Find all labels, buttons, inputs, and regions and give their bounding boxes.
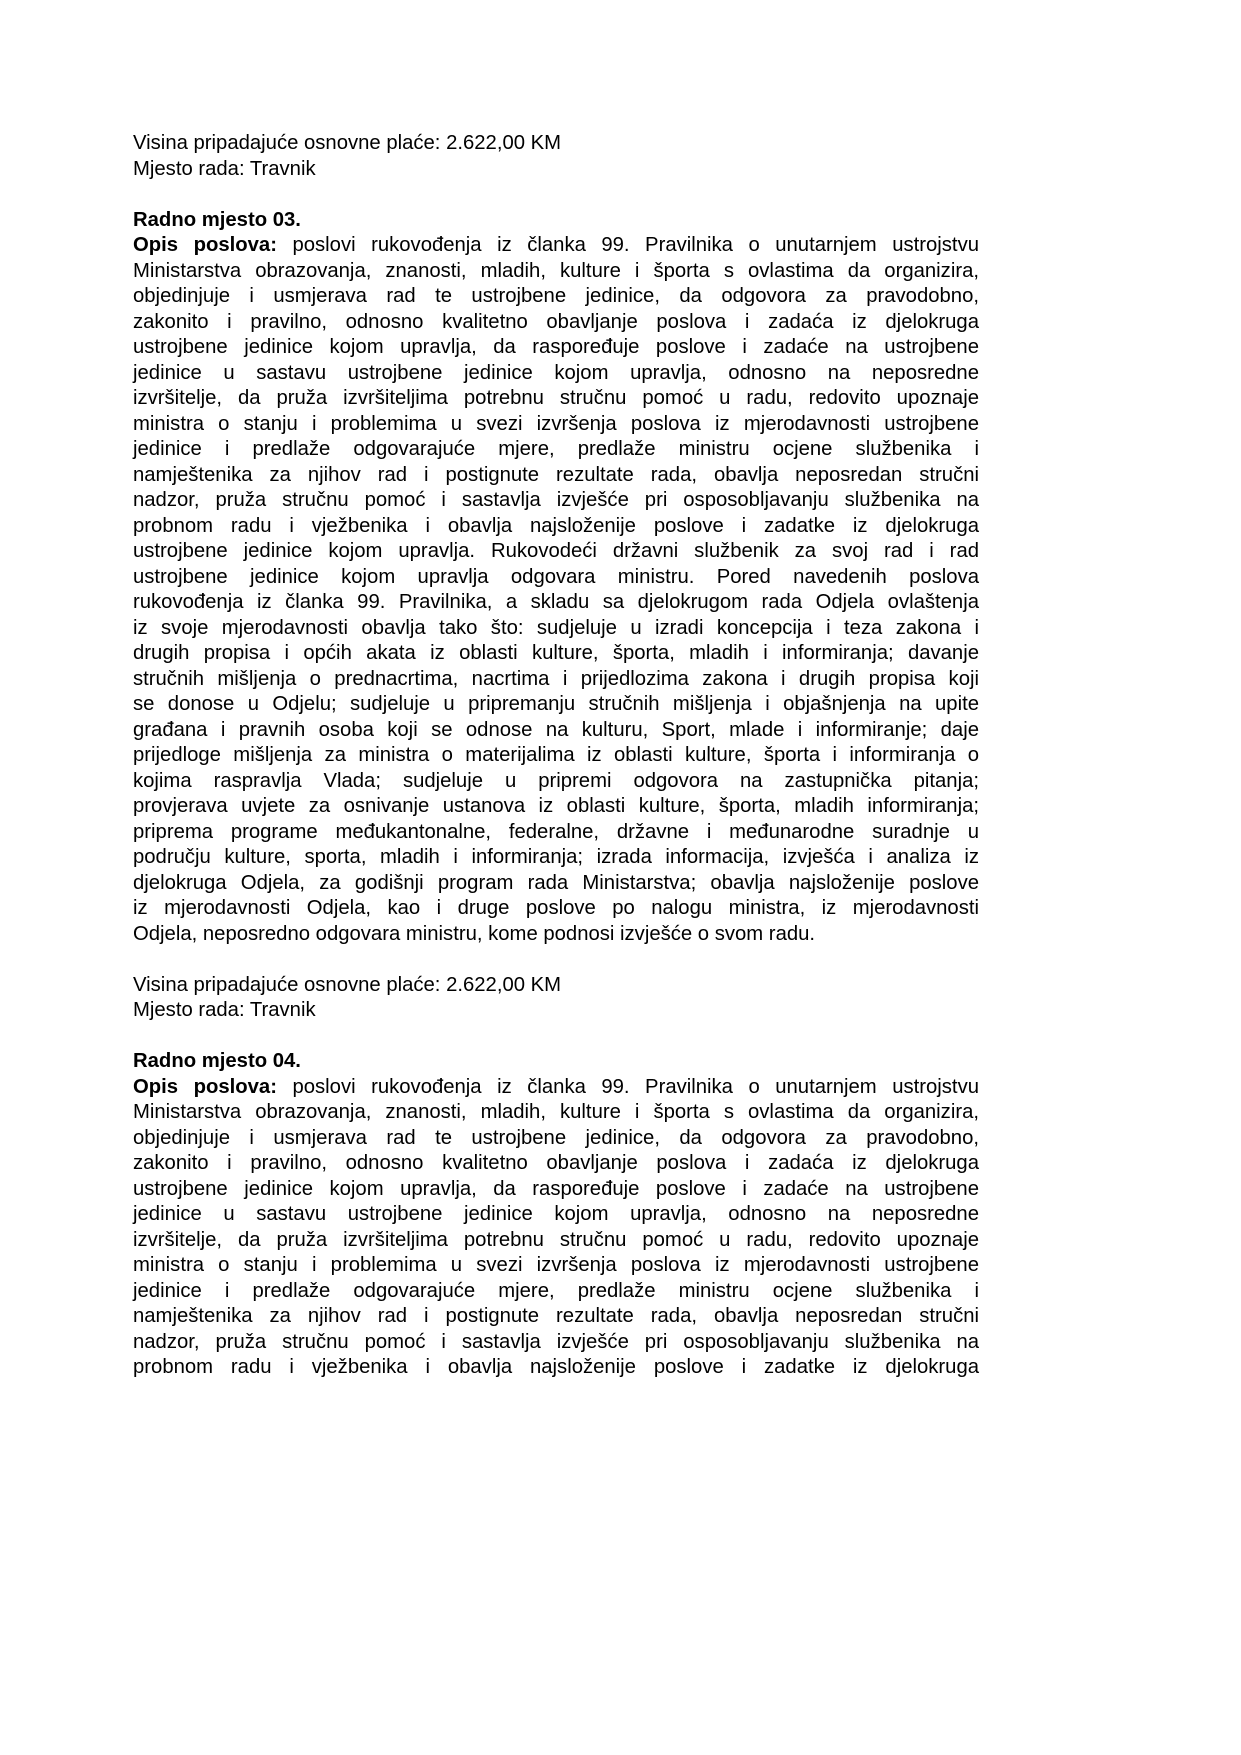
description-line: zakonito i pravilno, odnosno kvalitetno obavljanje poslova i zadaća iz djelokruga [133, 1152, 979, 1174]
salary-line: Visina pripadajuće osnovne plaće: 2.622,00 KM [133, 132, 562, 154]
description-line: probnom radu i vježbenika i obavlja najsloženije poslove i zadatke iz djelokruga [133, 514, 979, 537]
description-line: stručnih mišljenja o prednacrtima, nacrtima i prijedlozima zakona i drugih propisa koji [133, 667, 979, 690]
description-line: priprema programe međukantonalne, federalne, državne i međunarodne suradnje u [133, 820, 979, 843]
description-line: namještenika za njihov rad i postignute rezultate rada, obavlja neposredan stručni [133, 463, 979, 486]
description-line: zakonito i pravilno, odnosno kvalitetno obavljanje poslova i zadaća iz djelokruga [133, 310, 979, 333]
description-line: građana i pravnih osoba koji se odnose na kulturu, Sport, mlade i informiranje; daje [133, 718, 979, 741]
spacer [133, 182, 979, 208]
spacer [133, 947, 979, 973]
description-line: djelokruga Odjela, za godišnji program rada Ministarstva; obavlja najsloženije poslove [133, 871, 979, 894]
description-line: provjerava uvjete za osnivanje ustanova iz oblasti kulture, športa, mladih informiranja; [133, 795, 979, 817]
document-page [133, 131, 979, 1381]
location-line: Mjesto rada: Travnik [133, 157, 316, 180]
job-03-salary: Visina pripadajuće osnovne plaće: 2.622,00 KM [133, 973, 562, 996]
description-line: Opis poslova: poslovi rukovođenja iz članka 99. Pravilnika o unutarnjem ustrojstvu [133, 234, 979, 256]
description-line: izvršitelje, da pruža izvršiteljima potrebnu stručnu pomoć u radu, redovito upoznaje [133, 387, 979, 409]
description-line: kojima raspravlja Vlada; sudjeluje u pripremi odgovora na zastupnička pitanja; [133, 769, 979, 792]
description-line: prijedloge mišljenja za ministra o materijalima iz oblasti kulture, športa i informiranja o [133, 744, 979, 766]
description-line: nadzor, pruža stručnu pomoć i sastavlja izvješće pri osposobljavanju službenika na [133, 489, 979, 511]
description-line: Ministarstva obrazovanja, znanosti, mladih, kulture i športa s ovlastima da organizira, [133, 259, 979, 282]
description-line: ministra o stanju i problemima u svezi izvršenja poslova iz mjerodavnosti ustrojbene [133, 1254, 979, 1276]
description-line: ustrojbene jedinice kojom upravlja odgovara ministru. Pored navedenih poslova [133, 565, 979, 588]
description-line: jedinice u sastavu ustrojbene jedinice kojom upravlja, odnosno na neposredne [133, 1203, 979, 1225]
description-line: iz svoje mjerodavnosti obavlja tako što: sudjeluje u izradi koncepcija i teza zakona i [133, 616, 979, 639]
description-line: ministra o stanju i problemima u svezi izvršenja poslova iz mjerodavnosti ustrojbene [133, 412, 979, 435]
description-line: ustrojbene jedinice kojom upravlja. Rukovodeći državni službenik za svoj rad i rad [133, 540, 979, 562]
description-line: se donose u Odjelu; sudjeluje u pripremanju stručnih mišljenja i objašnjenja na upite [133, 693, 979, 715]
job-03-last-line: Odjela, neposredno odgovara ministru, kome podnosi izvješće o svom radu. [133, 922, 816, 945]
job-03-location: Mjesto rada: Travnik [133, 999, 316, 1021]
description-line: Ministarstva obrazovanja, znanosti, mladih, kulture i športa s ovlastima da organizira, [133, 1101, 979, 1123]
description-line: drugih propisa i općih akata iz oblasti kulture, športa, mladih i informiranja; davanje [133, 642, 979, 664]
description-line: rukovođenja iz članka 99. Pravilnika, a skladu sa djelokrugom rada Odjela ovlaštenja [133, 591, 979, 613]
job-03-heading: Radno mjesto 03. [133, 208, 301, 231]
job-04-description [133, 1075, 979, 1381]
description-line: području kulture, sporta, mladih i informiranja; izrada informacija, izvješća i analiza iz [133, 846, 979, 868]
description-line: nadzor, pruža stručnu pomoć i sastavlja izvješće pri osposobljavanju službenika na [133, 1330, 979, 1353]
description-line: jedinice i predlaže odgovarajuće mjere, predlaže ministru ocjene službenika i [133, 438, 979, 460]
description-line: jedinice u sastavu ustrojbene jedinice kojom upravlja, odnosno na neposredne [133, 361, 979, 384]
description-line: ustrojbene jedinice kojom upravlja, da raspoređuje poslove i zadaće na ustrojbene [133, 1177, 979, 1200]
description-line: objedinjuje i usmjerava rad te ustrojbene jedinice, da odgovora za pravodobno, [133, 1126, 979, 1149]
job-04-heading: Radno mjesto 04. [133, 1050, 301, 1072]
description-line: namještenika za njihov rad i postignute rezultate rada, obavlja neposredan stručni [133, 1305, 979, 1327]
description-line: Opis poslova: poslovi rukovođenja iz članka 99. Pravilnika o unutarnjem ustrojstvu [133, 1075, 979, 1098]
description-line: iz mjerodavnosti Odjela, kao i druge poslove po nalogu ministra, iz mjerodavnosti [133, 897, 979, 919]
description-line: izvršitelje, da pruža izvršiteljima potrebnu stručnu pomoć u radu, redovito upoznaje [133, 1228, 979, 1251]
description-line: ustrojbene jedinice kojom upravlja, da raspoređuje poslove i zadaće na ustrojbene [133, 336, 979, 358]
description-line: objedinjuje i usmjerava rad te ustrojbene jedinice, da odgovora za pravodobno, [133, 285, 979, 307]
description-label: Opis poslova: [133, 234, 277, 256]
description-line: probnom radu i vježbenika i obavlja najsloženije poslove i zadatke iz djelokruga [133, 1356, 979, 1378]
job-03-description [133, 233, 979, 922]
description-label: Opis poslova: [133, 1075, 277, 1098]
spacer [133, 1024, 979, 1050]
description-line: jedinice i predlaže odgovarajuće mjere, predlaže ministru ocjene službenika i [133, 1279, 979, 1302]
